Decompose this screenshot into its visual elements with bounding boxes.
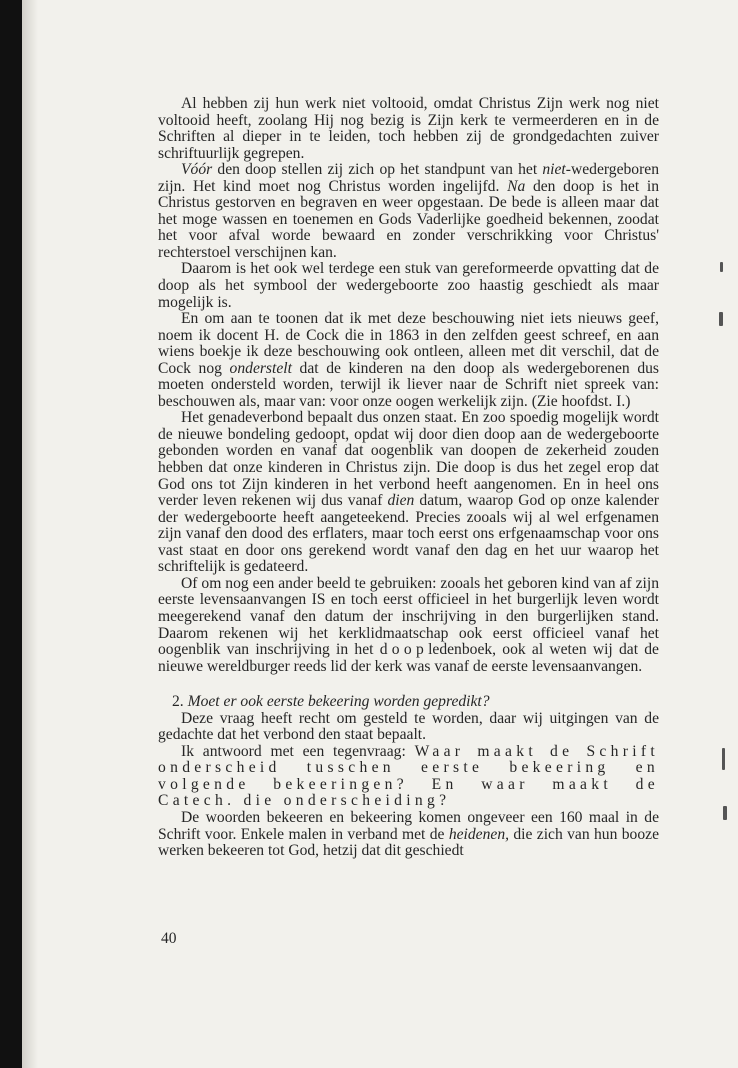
text-run: En om aan te toonen dat ik met deze beschouwing niet iets nieuws geef, noem ik docent H. de Cock die in 1863 in den zelfden geest schreef, en aan wiens boekje ik deze beschouwing ook ontleen, alleen met dit verschil, dat de Cock nog [158,310,659,377]
paragraph [158,711,659,744]
paragraph [158,162,659,261]
body-text [158,96,659,860]
text-run: Of om nog een ander beeld te gebruiken: zooals het geboren kind van af zijn eerste levensaanvangen IS en toch eerst officieel in het burgerlijk leven wordt meegerekend vanaf den datum der inschrijving in den burgerlijken stand. Daarom rekenen wij het kerklidmaatschap ook eerst officieel vanaf het oogenblik van inschrijving in het [158,574,659,659]
paragraph [158,744,659,810]
paragraph [158,311,659,410]
paragraph [158,96,659,162]
spaced-text: Waar maakt de Schrift onderscheid tusschen eerste bekeering en volgende bekeeringen? En waar maakt de Catech. die onderscheiding? [158,742,659,810]
paragraph [158,410,659,575]
text-run: den doop stellen zij zich op het standpunt van het [212,161,543,179]
paragraph [158,810,659,860]
text-run: Het genadeverbond bepaalt dus onzen staat. En zoo spoedig mogelijk wordt de nieuwe bondeling gedoopt, opdat wij door dien doop aan de wedergeboorte gebonden worden en vanaf dat oogenblik van doopen de zekerheid zouden hebben dat onze kinderen in Christus zijn. Die doop is dus het zegel erop dat God ons tot Zijn kinderen in het verbond heeft aangenomen. En in heel ons verder leven rekenen wij dus vanaf [158,409,659,510]
text-run: dat de kinderen na den doop als wedergeborenen dus moeten ondersteld worden, terwijl ik liever naar de Schrift niet spreek van: beschouwen als, maar van: voor onze oogen werkelijk zijn. (Zie hoofdst. I.) [158,359,659,410]
text-run: den doop is het in Christus gestorven en begraven en weer opgestaan. De bede is alleen maar dat het moge wassen en toenemen en Gods Vaderlijke goedheid bekennen, zoodat het voor afval worde bewaard en zonder verschrikking voor Christus' rechterstoel verschijnen kan. [158,177,659,261]
italic-text: dien [387,492,415,510]
paragraph [158,261,659,311]
paragraph [158,576,659,675]
section-gap [158,675,659,694]
italic-text: Moet er ook eerste bekeering worden gepredikt? [187,693,490,711]
section-heading [158,694,659,711]
text-run: -wedergeboren zijn. Het kind moet nog Christus worden ingelijfd. [158,161,659,195]
margin-mark [720,262,723,272]
text-run: Daarom is het ook wel terdege een stuk van gereformeerde opvatting dat de doop als het symbool der wedergeboorte zoo haastig geschiedt als maar mogelijk is. [158,260,659,311]
italic-text: heidenen, [448,825,510,843]
text-run: Ik antwoord met een tegenvraag: [181,742,415,760]
italic-text: niet [542,161,566,179]
italic-text: Vóór [181,161,213,179]
text-run: 2. [172,693,188,711]
margin-mark [719,312,723,326]
text-run: Deze vraag heeft recht om gesteld te worden, daar wij uitgingen van de gedachte dat het verbond den staat bepaalt. [158,709,659,744]
margin-mark [722,748,725,770]
text-run: Al hebben zij hun werk niet voltooid, omdat Christus Zijn werk nog niet voltooid heeft, zoolang Hij nog bezig is Zijn kerk te vermeerderen en in de Schriften al dieper in te leiden, toch hebben zij de grondgedachten zuiver schriftuurlijk gegrepen. [158,95,659,162]
italic-text: Na [507,177,526,195]
text-run: ledenboek, ook al weten wij dat de nieuwe wereldburger reeds lid der kerk was vanaf de eerste levensaanvangen. [158,641,659,675]
margin-mark [723,806,727,820]
book-page [22,0,738,1068]
page-number: 40 [161,930,177,947]
italic-text: onderstelt [229,359,292,377]
text-run: datum, waarop God op onze kalender der wedergeboorte heeft aangeteekend. Precies zooals wij al wel erfgenamen zijn vanaf den dood des erflaters, maar toch eerst ons erfgenaamschap voor ons vast staat en door ons gerekend wordt vanaf den dag en het uur waarop het schriftelijk is gedateerd. [158,492,659,576]
text-run: die zich van hun booze werken bekeeren tot God, hetzij dat dit geschiedt [158,825,659,860]
text-run: De woorden bekeeren en bekeering komen ongeveer een 160 maal in de Schrift voor. Enkele malen in verband met de [158,808,659,843]
spaced-text: doop [379,641,429,659]
